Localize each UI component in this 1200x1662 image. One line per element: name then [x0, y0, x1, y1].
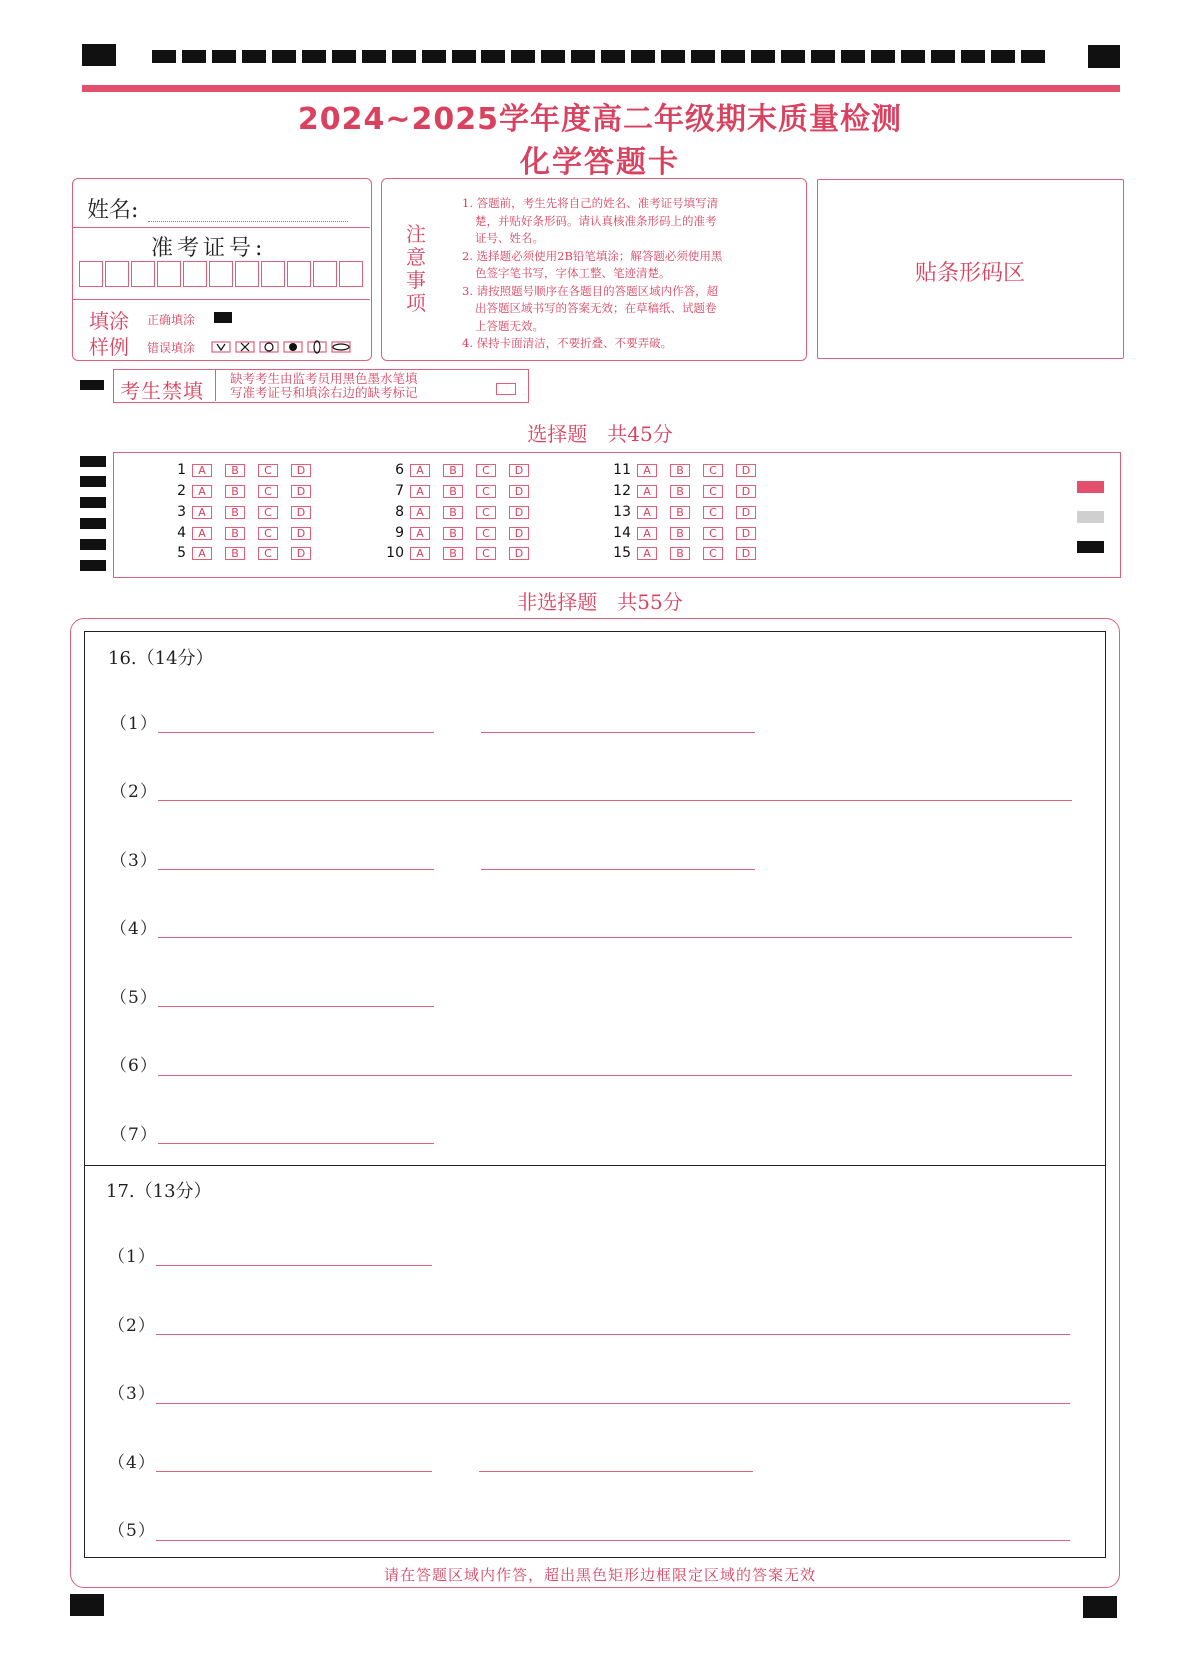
timing-mark-left: [80, 518, 106, 529]
q17-part-1: （1）: [108, 1247, 156, 1267]
question-number: 8: [395, 504, 404, 520]
option-bubble[interactable]: D: [509, 506, 529, 519]
option-bubble[interactable]: D: [509, 547, 529, 560]
absent-label: 考生禁填: [120, 379, 204, 403]
question-number: 3: [177, 504, 186, 520]
option-bubble[interactable]: D: [291, 547, 311, 560]
question-number: 5: [177, 545, 186, 561]
option-bubble[interactable]: C: [476, 485, 496, 498]
q16-part-2: （2）: [110, 782, 158, 802]
page-title: 2024~2025学年度高二年级期末质量检测: [297, 102, 903, 137]
notes-line: 1. 答题前，考生先将自己的姓名、准考证号填写清: [462, 196, 719, 210]
corner-mark-top-right: [1088, 45, 1120, 68]
question-number: 7: [395, 483, 404, 499]
option-bubble[interactable]: C: [703, 527, 723, 540]
notes-line: 3. 请按照题号顺序在各题目的答题区域内作答，超: [462, 283, 719, 298]
question-number: 1: [177, 462, 186, 478]
answer-line[interactable]: [479, 1471, 753, 1472]
option-bubble[interactable]: B: [670, 506, 690, 519]
question-number: 11: [613, 462, 631, 478]
option-bubble[interactable]: D: [736, 464, 756, 477]
q17-part-4: （4）: [108, 1453, 156, 1473]
option-bubble[interactable]: A: [192, 506, 212, 519]
correct-fill-mark: [214, 312, 232, 323]
absent-divider: [215, 370, 216, 401]
option-bubble[interactable]: D: [736, 527, 756, 540]
absent-note: 缺考考生由监考员用黑色墨水笔填: [230, 371, 418, 386]
option-bubble[interactable]: A: [410, 464, 430, 477]
answer-line[interactable]: [156, 1265, 432, 1266]
corner-mark-bottom-left: [70, 1594, 104, 1616]
absent-box: [113, 369, 529, 403]
answer-line[interactable]: [156, 1540, 1070, 1541]
option-bubble[interactable]: A: [410, 485, 430, 498]
question-number: 15: [613, 545, 631, 561]
notes-line: 色签字笔书写，字体工整、笔迹清楚。: [475, 266, 671, 280]
choice-question-row: [160, 543, 324, 563]
notes-list: [462, 195, 722, 353]
option-bubble[interactable]: D: [509, 464, 529, 477]
option-bubble[interactable]: C: [476, 527, 496, 540]
q17-part-2: （2）: [108, 1316, 156, 1336]
option-bubble[interactable]: B: [225, 464, 245, 477]
answer-line[interactable]: [158, 800, 1072, 801]
option-bubble[interactable]: A: [192, 485, 212, 498]
notes-line: 上答题无效。: [475, 318, 544, 333]
divider: [73, 227, 370, 228]
option-bubble[interactable]: A: [637, 506, 657, 519]
option-bubble[interactable]: D: [291, 527, 311, 540]
option-bubble[interactable]: C: [258, 485, 278, 498]
option-bubble[interactable]: B: [670, 464, 690, 477]
q16-part-6: （6）: [110, 1056, 158, 1076]
option-bubble[interactable]: C: [476, 464, 496, 477]
option-bubble[interactable]: B: [670, 485, 690, 498]
choice-question-row: [160, 523, 324, 543]
fill-example-title: 样例: [89, 335, 129, 359]
timing-mark-left: [80, 497, 106, 508]
answer-line[interactable]: [158, 1006, 434, 1007]
choice-question-row: [605, 543, 769, 563]
option-bubble[interactable]: A: [192, 527, 212, 540]
notes-line: 证号、姓名。: [475, 231, 544, 245]
wrong-fill-label: 错误填涂: [147, 341, 196, 355]
timing-mark-left: [80, 476, 106, 487]
option-bubble[interactable]: B: [443, 506, 463, 519]
notes-line: 4. 保持卡面清洁，不要折叠、不要弄破。: [462, 336, 673, 350]
timing-mark-left: [80, 456, 106, 467]
choice-question-row: [160, 481, 324, 501]
timing-mark-left: [80, 539, 106, 550]
option-bubble[interactable]: A: [192, 464, 212, 477]
option-bubble[interactable]: D: [291, 485, 311, 498]
corner-mark-top-left: [82, 44, 116, 66]
timing-mark-left: [80, 560, 106, 571]
choice-question-row: [605, 502, 769, 522]
id-cells[interactable]: [79, 261, 365, 291]
q17-part-3: （3）: [108, 1384, 156, 1404]
footer-warning: 请在答题区域内作答，超出黑色矩形边框限定区域的答案无效: [383, 1566, 816, 1584]
option-bubble[interactable]: A: [410, 506, 430, 519]
option-bubble[interactable]: D: [509, 485, 529, 498]
choice-question-row: [378, 523, 542, 543]
option-bubble[interactable]: B: [225, 547, 245, 560]
option-bubble[interactable]: B: [670, 547, 690, 560]
notes-line: 2. 选择题必须使用2B铅笔填涂；解答题必须使用黑: [462, 248, 723, 263]
notes-title: 注意事项: [406, 222, 426, 315]
fill-example-title: 填涂: [89, 309, 129, 333]
corner-mark-bottom-right: [1083, 1596, 1117, 1618]
choice-question-row: [605, 481, 769, 501]
option-bubble[interactable]: D: [736, 485, 756, 498]
option-bubble[interactable]: C: [476, 506, 496, 519]
question-number: 6: [395, 462, 404, 478]
q17-part-5: （5）: [108, 1521, 156, 1541]
option-bubble[interactable]: C: [703, 485, 723, 498]
question-number: 9: [395, 525, 404, 541]
absent-checkbox[interactable]: [496, 383, 516, 395]
option-bubble[interactable]: A: [637, 464, 657, 477]
notes-box: [381, 178, 807, 361]
question-number: 10: [386, 545, 404, 561]
color-bar-gray: [1077, 511, 1104, 523]
color-bar-pink: [1077, 481, 1104, 493]
barcode-label: 贴条形码区: [914, 261, 1025, 286]
question-number: 4: [177, 525, 186, 541]
choice-question-row: [378, 502, 542, 522]
divider: [73, 299, 370, 300]
choice-question-row: [605, 460, 769, 480]
timing-marks-top: [152, 50, 1045, 63]
option-bubble[interactable]: A: [192, 547, 212, 560]
answer-line[interactable]: [481, 732, 755, 733]
option-bubble[interactable]: C: [258, 506, 278, 519]
choice-question-row: [378, 543, 542, 563]
q16-part-5: （5）: [110, 988, 158, 1008]
q16-part-1: （1）: [110, 714, 158, 734]
option-bubble[interactable]: B: [443, 464, 463, 477]
choice-question-row: [605, 523, 769, 543]
choice-question-row: [378, 481, 542, 501]
answer-line[interactable]: [158, 1075, 1072, 1076]
answer-line[interactable]: [158, 869, 434, 870]
answer-line[interactable]: [158, 937, 1072, 938]
option-bubble[interactable]: D: [509, 527, 529, 540]
name-label: 姓名:: [87, 198, 139, 223]
option-bubble[interactable]: C: [703, 547, 723, 560]
question-divider: [84, 1165, 1106, 1166]
q16-title: 16.（14分）: [108, 648, 214, 669]
answer-line[interactable]: [158, 1143, 434, 1144]
option-bubble[interactable]: C: [703, 464, 723, 477]
option-bubble[interactable]: B: [670, 527, 690, 540]
option-bubble[interactable]: D: [736, 506, 756, 519]
q16-part-4: （4）: [110, 919, 158, 939]
option-bubble[interactable]: A: [410, 547, 430, 560]
option-bubble[interactable]: A: [637, 527, 657, 540]
option-bubble[interactable]: A: [637, 485, 657, 498]
choice-question-row: [160, 460, 324, 480]
q16-part-7: （7）: [110, 1125, 158, 1145]
question-number: 2: [177, 483, 186, 499]
q16-part-3: （3）: [110, 851, 158, 871]
page-subtitle: 化学答题卡: [520, 145, 680, 180]
option-bubble[interactable]: A: [637, 547, 657, 560]
answer-line[interactable]: [481, 869, 755, 870]
option-bubble[interactable]: B: [443, 547, 463, 560]
header-rule: [82, 85, 1120, 92]
option-bubble[interactable]: D: [291, 506, 311, 519]
correct-fill-label: 正确填涂: [147, 313, 196, 327]
student-info-box: [72, 178, 372, 361]
option-bubble[interactable]: B: [225, 506, 245, 519]
option-bubble[interactable]: C: [258, 547, 278, 560]
choice-question-row: [160, 502, 324, 522]
id-label: 准考证号:: [151, 236, 267, 261]
option-bubble[interactable]: D: [736, 547, 756, 560]
question-number: 12: [613, 483, 631, 499]
notes-line: 楚，并贴好条形码。请认真核准条形码上的准考: [475, 213, 717, 228]
option-bubble[interactable]: A: [410, 527, 430, 540]
option-bubble[interactable]: C: [703, 506, 723, 519]
q17-title: 17.（13分）: [106, 1181, 212, 1202]
barcode-area: [817, 179, 1124, 359]
wrong-fill-examples: [211, 339, 351, 355]
option-bubble[interactable]: B: [443, 485, 463, 498]
name-field[interactable]: [148, 221, 348, 222]
option-bubble[interactable]: B: [225, 527, 245, 540]
choice-section-title: 选择题 共45分: [527, 422, 673, 446]
non-choice-section-title: 非选择题 共55分: [517, 590, 683, 614]
color-bar-black: [1077, 541, 1104, 553]
answer-line[interactable]: [156, 1403, 1070, 1404]
question-number: 13: [613, 504, 631, 520]
notes-line: 出答题区域书写的答案无效；在草稿纸、试题卷: [475, 301, 717, 315]
answer-inner-frame: [84, 631, 1106, 1558]
option-bubble[interactable]: C: [258, 527, 278, 540]
option-bubble[interactable]: D: [291, 464, 311, 477]
option-bubble[interactable]: B: [443, 527, 463, 540]
answer-line[interactable]: [156, 1334, 1070, 1335]
answer-line[interactable]: [158, 732, 434, 733]
option-bubble[interactable]: C: [476, 547, 496, 560]
answer-line[interactable]: [156, 1471, 432, 1472]
option-bubble[interactable]: C: [258, 464, 278, 477]
option-bubble[interactable]: B: [225, 485, 245, 498]
absent-marker: [80, 380, 104, 390]
choice-question-row: [378, 460, 542, 480]
question-number: 14: [613, 525, 631, 541]
absent-note: 写准考证号和填涂右边的缺考标记: [230, 385, 418, 400]
